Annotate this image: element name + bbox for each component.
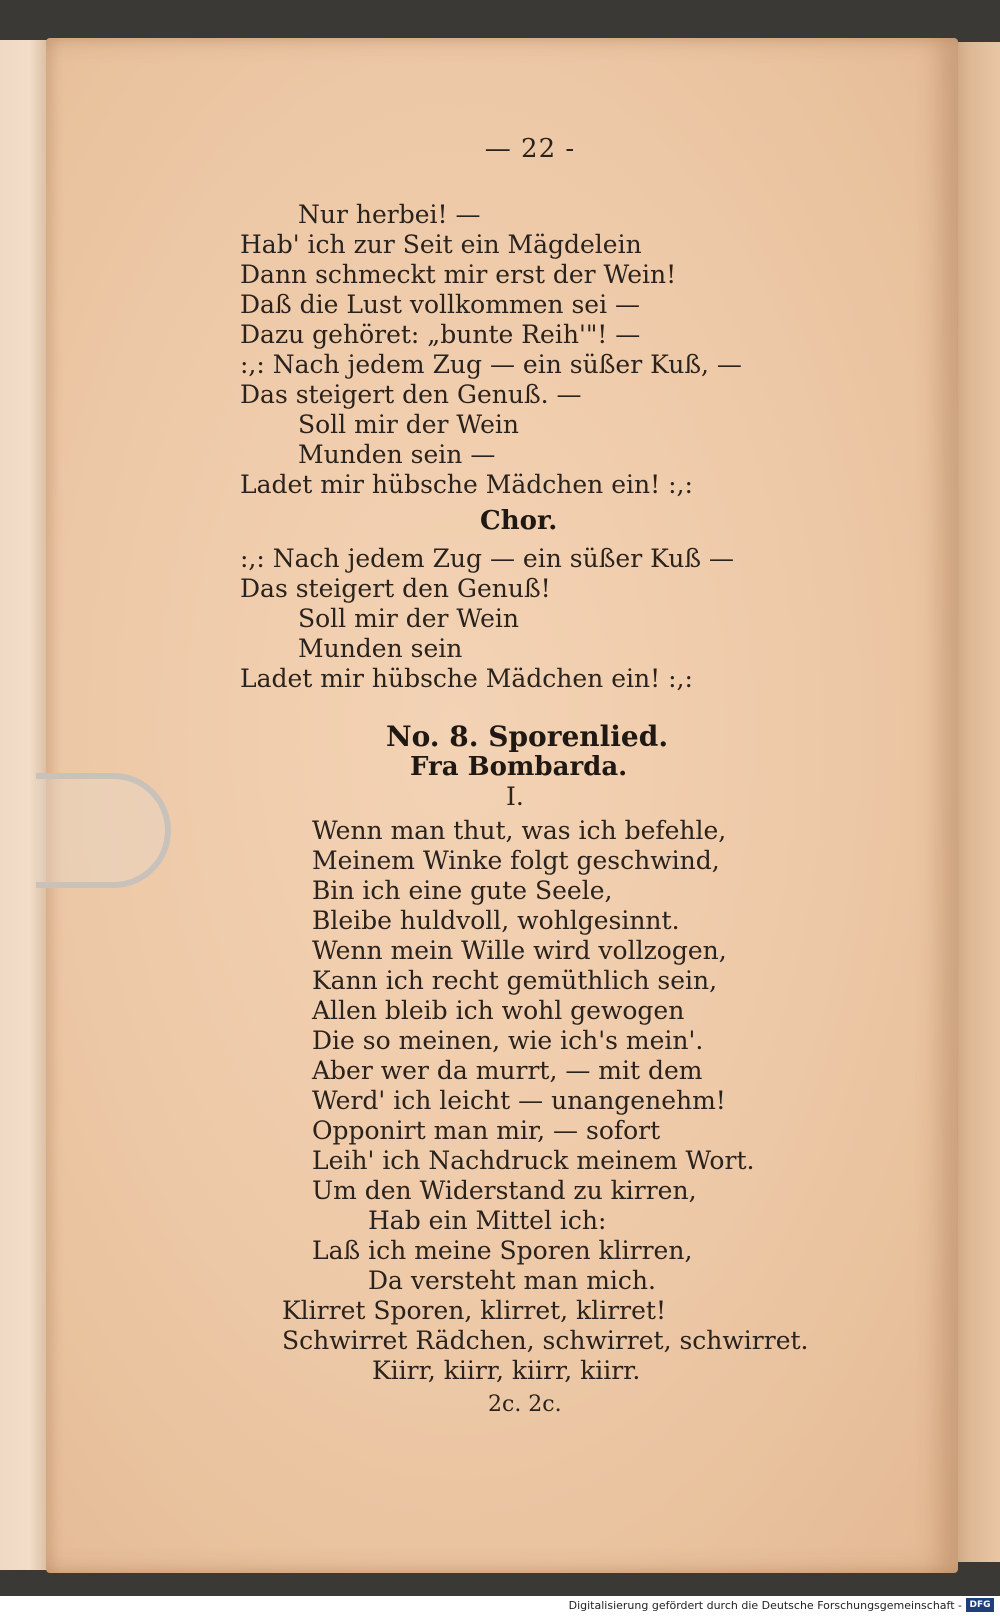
text-line: Bleibe huldvoll, wohlgesinnt. [312, 906, 680, 935]
text-line: Meinem Winke folgt geschwind, [312, 846, 720, 875]
text-line: :,: Nach jedem Zug — ein süßer Kuß, — [240, 350, 742, 379]
text-line: Ladet mir hübsche Mädchen ein! :,: [240, 664, 693, 693]
text-line: :,: Nach jedem Zug — ein süßer Kuß — [240, 544, 734, 573]
text-line: Hab ein Mittel ich: [368, 1206, 607, 1235]
text-line: Dann schmeckt mir erst der Wein! [240, 260, 677, 289]
text-line: Allen bleib ich wohl gewogen [312, 996, 685, 1025]
text-line: Aber wer da murrt, — mit dem [312, 1056, 703, 1085]
digitization-credit: Digitalisierung gefördert durch die Deutsche Forschungsgemeinschaft - [568, 1599, 962, 1612]
etc-line: 2c. 2c. [488, 1392, 562, 1417]
text-line: Um den Widerstand zu kirren, [312, 1176, 697, 1205]
text-line: Die so meinen, wie ich's mein'. [312, 1026, 704, 1055]
song-title: No. 8. Sporenlied. [386, 720, 669, 753]
text-line: Hab' ich zur Seit ein Mägdelein [240, 230, 642, 259]
text-line: Werd' ich leicht — unangenehm! [312, 1086, 726, 1115]
text-line: Munden sein — [298, 440, 496, 469]
text-line: Das steigert den Genuß. — [240, 380, 582, 409]
text-line: Kiirr, kiirr, kiirr, kiirr. [372, 1356, 641, 1385]
text-line: Leih' ich Nachdruck meinem Wort. [312, 1146, 755, 1175]
dfg-logo: DFG [966, 1598, 994, 1612]
text-line: Munden sein [298, 634, 463, 663]
text-line: Opponirt man mir, — sofort [312, 1116, 661, 1145]
text-line: Bin ich eine gute Seele, [312, 876, 613, 905]
text-line: Dazu gehöret: „bunte Reih'"! — [240, 320, 641, 349]
page-number: — 22 - [484, 134, 576, 164]
text-line: Soll mir der Wein [298, 604, 519, 633]
verse-number: I. [506, 782, 524, 811]
page-clip [36, 773, 171, 888]
text-line: Soll mir der Wein [298, 410, 519, 439]
text-line: Da versteht man mich. [368, 1266, 656, 1295]
text-line: Wenn mein Wille wird vollzogen, [312, 936, 727, 965]
text-line: Wenn man thut, was ich befehle, [312, 816, 727, 845]
chorus-heading: Chor. [480, 506, 558, 536]
text-line: Schwirret Rädchen, schwirret, schwirret. [282, 1326, 809, 1355]
text-line: Laß ich meine Sporen klirren, [312, 1236, 693, 1265]
text-line: Kann ich recht gemüthlich sein, [312, 966, 718, 995]
text-line: Klirret Sporen, klirret, klirret! [282, 1296, 666, 1325]
text-line: Daß die Lust vollkommen sei — [240, 290, 641, 319]
text-line: Ladet mir hübsche Mädchen ein! :,: [240, 470, 693, 499]
text-line: Nur herbei! — [298, 200, 481, 229]
text-line: Das steigert den Genuß! [240, 574, 551, 603]
song-subtitle: Fra Bombarda. [410, 752, 628, 782]
